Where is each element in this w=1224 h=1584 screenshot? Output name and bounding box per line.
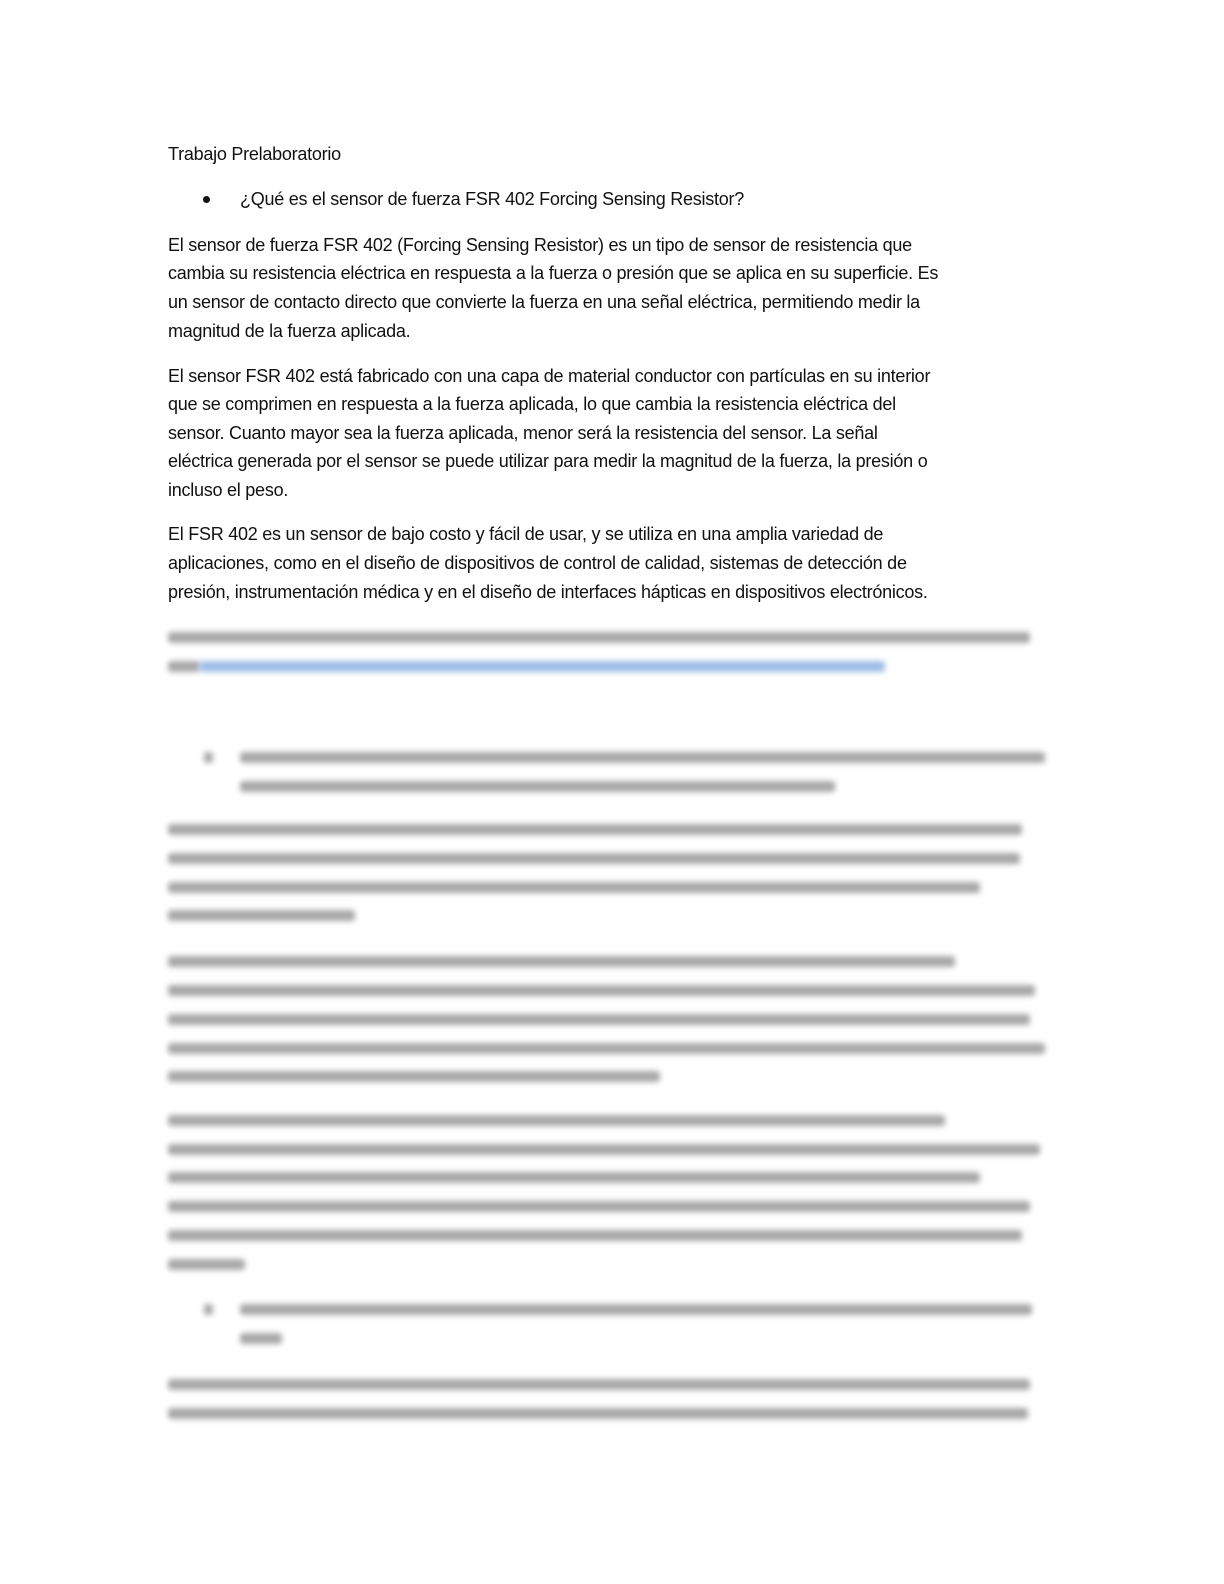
blurred-bullet-icon xyxy=(204,752,213,763)
paragraph-1-line: El sensor de fuerza FSR 402 (Forcing Sensing Resistor) es un tipo de sensor de resistencia que xyxy=(168,235,912,255)
paragraph-2-line: El sensor FSR 402 está fabricado con una capa de material conductor con partículas en su interior xyxy=(168,366,931,386)
blurred-text-line xyxy=(240,752,1045,763)
blurred-text-line xyxy=(168,956,955,967)
blurred-text-line xyxy=(168,1014,1030,1025)
blurred-text-line xyxy=(240,1304,1032,1315)
paragraph-3-line: El FSR 402 es un sensor de bajo costo y fácil de usar, y se utiliza en una amplia variedad de xyxy=(168,524,884,544)
paragraph-2-line: sensor. Cuanto mayor sea la fuerza aplicada, menor será la resistencia del sensor. La señal xyxy=(168,423,878,443)
blurred-text-line xyxy=(168,1230,1022,1241)
paragraph-1-line: magnitud de la fuerza aplicada. xyxy=(168,321,411,341)
paragraph-3-line: aplicaciones, como en el diseño de dispositivos de control de calidad, sistemas de detección de xyxy=(168,553,907,573)
blurred-text-line xyxy=(168,1172,980,1183)
blurred-text-line xyxy=(240,1333,282,1344)
blurred-text-line xyxy=(168,661,200,672)
blurred-text-line xyxy=(168,1144,1040,1155)
blurred-text-line xyxy=(168,1043,1045,1054)
blurred-text-line xyxy=(168,632,1030,643)
blurred-text-line xyxy=(168,1071,660,1082)
blurred-text-line xyxy=(168,824,1022,835)
blurred-text-line xyxy=(168,985,1035,996)
blurred-bullet-icon xyxy=(204,1304,213,1315)
document-title: Trabajo Prelaboratorio xyxy=(168,144,341,164)
blurred-text-line xyxy=(168,882,980,893)
paragraph-1-line: un sensor de contacto directo que convierte la fuerza en una señal eléctrica, permitiendo medir la xyxy=(168,292,920,312)
blurred-text-line xyxy=(168,1408,1028,1419)
blurred-text-line xyxy=(168,1201,1030,1212)
blurred-link xyxy=(200,661,885,672)
paragraph-2-line: que se comprimen en respuesta a la fuerza aplicada, lo que cambia la resistencia eléctrica del xyxy=(168,394,896,414)
blurred-text-line xyxy=(168,1259,245,1270)
paragraph-1-line: cambia su resistencia eléctrica en respuesta a la fuerza o presión que se aplica en su superficie. Es xyxy=(168,263,939,283)
paragraph-2-line: incluso el peso. xyxy=(168,480,289,500)
blurred-text-line xyxy=(168,1115,945,1126)
bullet-icon xyxy=(203,196,210,203)
blurred-text-line xyxy=(168,853,1020,864)
question-1: ¿Qué es el sensor de fuerza FSR 402 Forcing Sensing Resistor? xyxy=(240,189,744,209)
blurred-text-line xyxy=(168,910,355,921)
blurred-text-line xyxy=(168,1379,1030,1390)
paragraph-2-line: eléctrica generada por el sensor se puede utilizar para medir la magnitud de la fuerza, la presión o xyxy=(168,451,928,471)
paragraph-3-line: presión, instrumentación médica y en el diseño de interfaces hápticas en dispositivos electrónicos. xyxy=(168,582,928,602)
blurred-text-line xyxy=(240,781,835,792)
